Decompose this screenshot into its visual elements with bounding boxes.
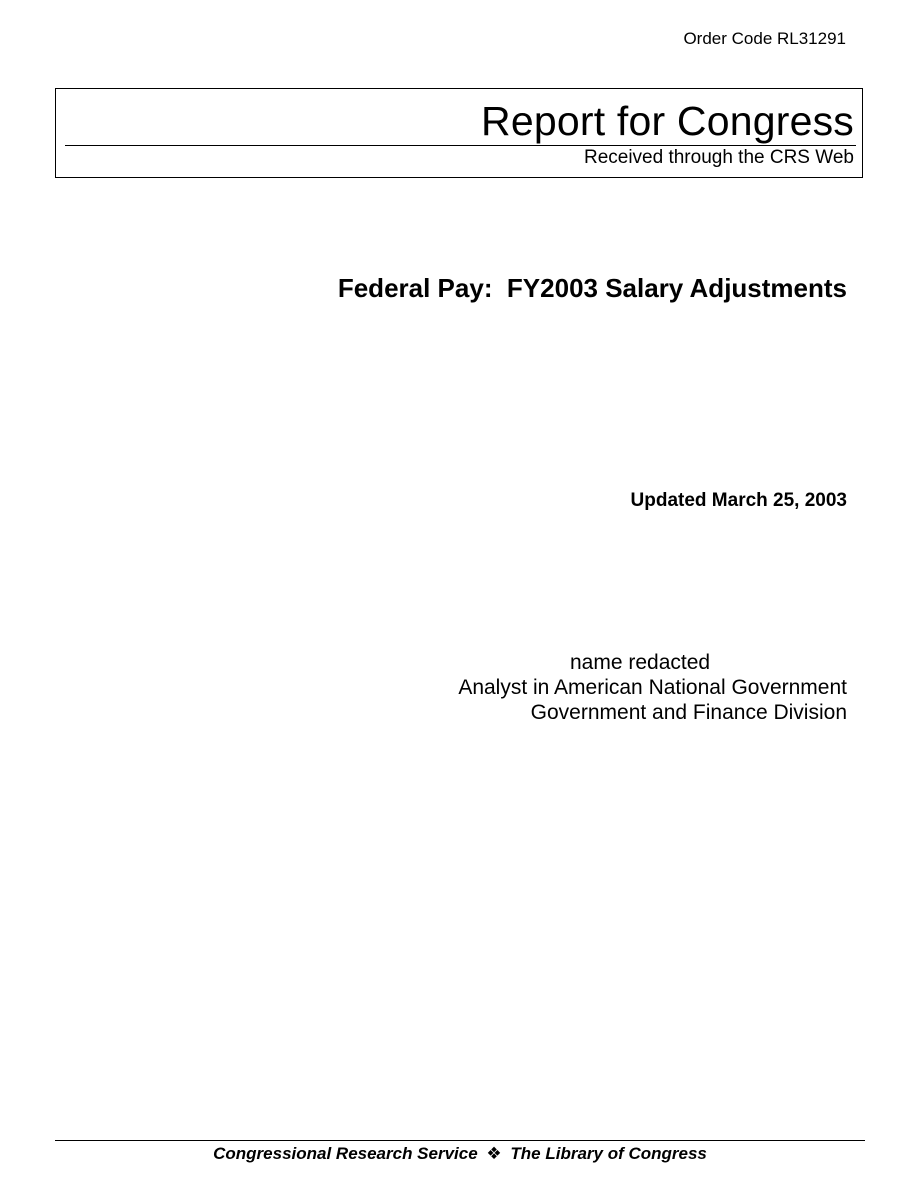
author-position: Analyst in American National Government xyxy=(458,676,847,699)
footer-publisher: Congressional Research Service xyxy=(213,1144,478,1163)
order-code: Order Code RL31291 xyxy=(683,29,846,48)
footer xyxy=(0,1143,920,1165)
report-header-box xyxy=(55,88,863,178)
four-diamond-ornament-icon: ❖ xyxy=(486,1144,502,1163)
author-division: Government and Finance Division xyxy=(530,701,847,724)
author-name: name redacted xyxy=(570,651,711,674)
report-title: Federal Pay: FY2003 Salary Adjustments xyxy=(337,273,847,303)
footer-divider xyxy=(55,1140,865,1141)
header-subtitle: Received through the CRS Web xyxy=(583,147,854,168)
updated-date: Updated March 25, 2003 xyxy=(630,490,847,511)
footer-library: The Library of Congress xyxy=(510,1144,707,1163)
author-block xyxy=(367,650,847,725)
header-title: Report for Congress xyxy=(481,98,854,144)
header-divider xyxy=(65,145,856,146)
